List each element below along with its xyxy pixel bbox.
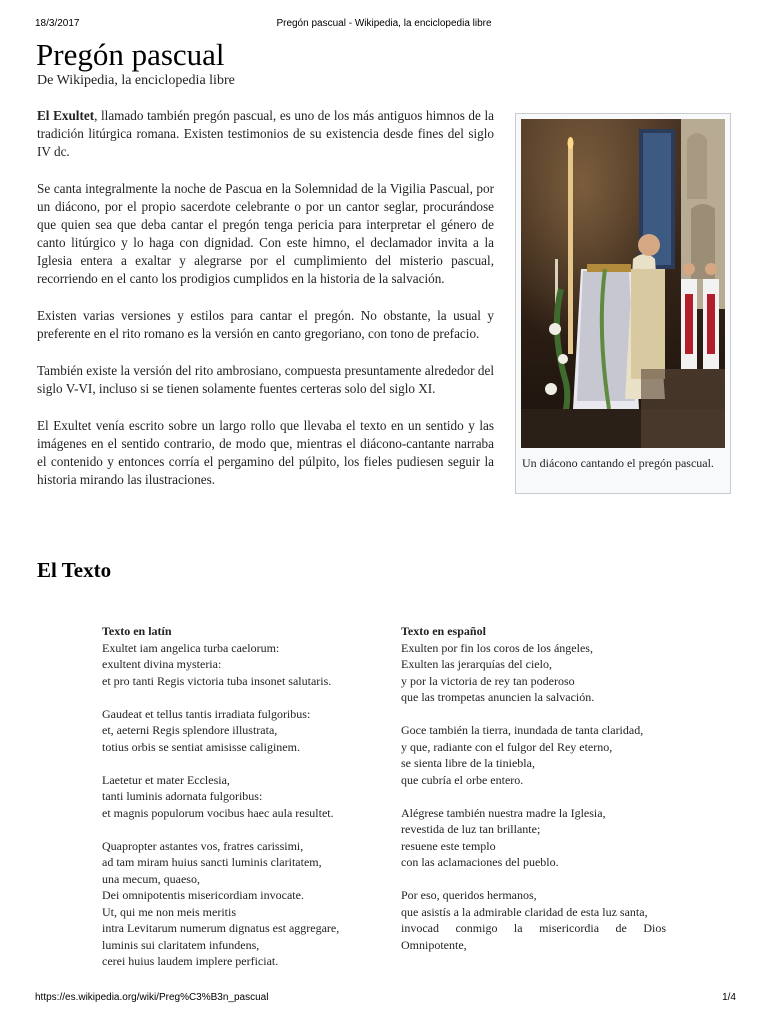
- verse-line: que cubría el orbe entero.: [401, 772, 524, 787]
- verse-line: que asistís a la admirable claridad de esta luz santa,: [401, 904, 648, 919]
- print-page-number: 1/4: [722, 992, 736, 1003]
- verse-line: ad tam miram huius sancti luminis claritatem,: [102, 855, 322, 869]
- verse-line: revestida de luz tan brillante;: [401, 822, 541, 836]
- intro-paragraph: [37, 107, 494, 161]
- verse-line: con las aclamaciones del pueblo.: [401, 855, 559, 869]
- verse-line: Gaudeat et tellus tantis irradiata fulgoribus:: [102, 706, 311, 721]
- verse-line: tanti luminis adornata fulgoribus:: [102, 789, 263, 803]
- spanish-stanza: [401, 640, 666, 706]
- latin-stanza: [102, 838, 367, 970]
- verse-line: cerei huius laudem implere perficiat.: [102, 954, 279, 968]
- print-url: https://es.wikipedia.org/wiki/Preg%C3%B3n_pascual: [35, 992, 269, 1003]
- latin-stanza: [102, 772, 367, 822]
- spanish-stanza: [401, 805, 666, 871]
- verse-line: luminis sui claritatem infundens,: [102, 937, 260, 952]
- infobox: [515, 113, 731, 494]
- verse-line: totius orbis se sentiat amisisse caliginem.: [102, 739, 300, 754]
- spanish-column-header: Texto en español: [401, 624, 486, 638]
- deacon-photo[interactable]: [521, 119, 725, 448]
- latin-text-column: [102, 623, 367, 986]
- verse-line: una mecum, quaeso,: [102, 871, 200, 886]
- verse-line: resuene este templo: [401, 838, 496, 853]
- latin-column-header: Texto en latín: [102, 624, 172, 638]
- infobox-caption: Un diácono cantando el pregón pascual.: [522, 456, 714, 470]
- spanish-text-column: [401, 623, 666, 970]
- latin-stanza: [102, 640, 367, 690]
- verse-line: Ut, qui me non meis meritis: [102, 904, 236, 919]
- verse-line: et magnis populorum vocibus haec aula resultet.: [102, 805, 334, 820]
- verse-line: Por eso, queridos hermanos,: [401, 888, 537, 902]
- spanish-stanza: [401, 887, 666, 953]
- paragraph: El Exultet venía escrito sobre un largo rollo que llevaba el texto en un sentido y las imágenes en el sentido contrario, de modo que, mientras el diácono-cantante narraba el contenido y entonces corría el pergamino del púlpito, los fieles pudiesen seguir la historia mirando las ilustraciones.: [37, 418, 494, 487]
- verse-line: se sienta libre de la tiniebla,: [401, 756, 535, 770]
- verse-line: et, aeterni Regis splendore illustrata,: [102, 723, 278, 737]
- verse-line: Laetetur et mater Ecclesia,: [102, 772, 230, 787]
- verse-line: invocad conmigo la misericordia de Dios Omnipotente,: [401, 921, 666, 952]
- section-heading: El Texto: [37, 558, 112, 582]
- intro-bold-term: El Exultet: [37, 108, 95, 123]
- verse-line: Goce también la tierra, inundada de tanta claridad,: [401, 723, 644, 737]
- page-subtitle: De Wikipedia, la enciclopedia libre: [37, 73, 235, 88]
- paragraph: También existe la versión del rito ambrosiano, compuesta presuntamente alrededor del siglo V-VI, incluso si se tienen solamente fuentes certeras solo del siglo XI.: [37, 363, 494, 396]
- verse-line: y que, radiante con el fulgor del Rey eterno,: [401, 739, 613, 754]
- print-header: [0, 18, 768, 32]
- intro-text: , llamado también pregón pascual, es uno de los más antiguos himnos de la tradición litúrgica romana. Existen testimonios de su existencia desde fines del siglo IV dc.: [37, 108, 494, 159]
- print-footer: [0, 992, 768, 1006]
- article-body: [37, 107, 494, 508]
- latin-stanza: [102, 706, 367, 756]
- verse-line: Exulten las jerarquías del cielo,: [401, 657, 552, 671]
- paragraph: Se canta integralmente la noche de Pascua en la Solemnidad de la Vigilia Pascual, por un diácono, por el propio sacerdote celebrante o por un cantor seglar, procurándose que quien sea que deba cantar el pregón tenga pericia para interpretar el género de canto litúrgico y lo haga con dignidad. Con este himno, el declamador invita a la Iglesia entera a exaltar y alegrarse por el cumplimiento del misterio pascual, recorriendo en el canto los prodigios cumplidos en la historia de la salvación.: [37, 181, 494, 286]
- spanish-stanza: [401, 722, 666, 788]
- verse-line: exultent divina mysteria:: [102, 657, 222, 671]
- verse-line: et pro tanti Regis victoria tuba insonet salutaris.: [102, 673, 332, 688]
- page-title: Pregón pascual: [36, 37, 225, 72]
- verse-line: intra Levitarum numerum dignatus est aggregare,: [102, 921, 340, 935]
- verse-line: Dei omnipotentis misericordiam invocate.: [102, 888, 304, 902]
- paragraph: Existen varias versiones y estilos para cantar el pregón. No obstante, la usual y preferente en el rito romano es la versión en canto gregoriano, con tono de prefacio.: [37, 308, 494, 341]
- print-page-title: Pregón pascual - Wikipedia, la enciclopedia libre: [276, 18, 492, 29]
- verse-line: y por la victoria de rey tan poderoso: [401, 673, 575, 688]
- print-date: 18/3/2017: [35, 18, 80, 29]
- verse-line: Alégrese también nuestra madre la Iglesia,: [401, 805, 606, 820]
- verse-line: Exulten por fin los coros de los ángeles,: [401, 640, 593, 655]
- verse-line: Exultet iam angelica turba caelorum:: [102, 640, 280, 655]
- verse-line: Quapropter astantes vos, fratres carissimi,: [102, 838, 304, 853]
- verse-line: que las trompetas anuncien la salvación.: [401, 690, 595, 704]
